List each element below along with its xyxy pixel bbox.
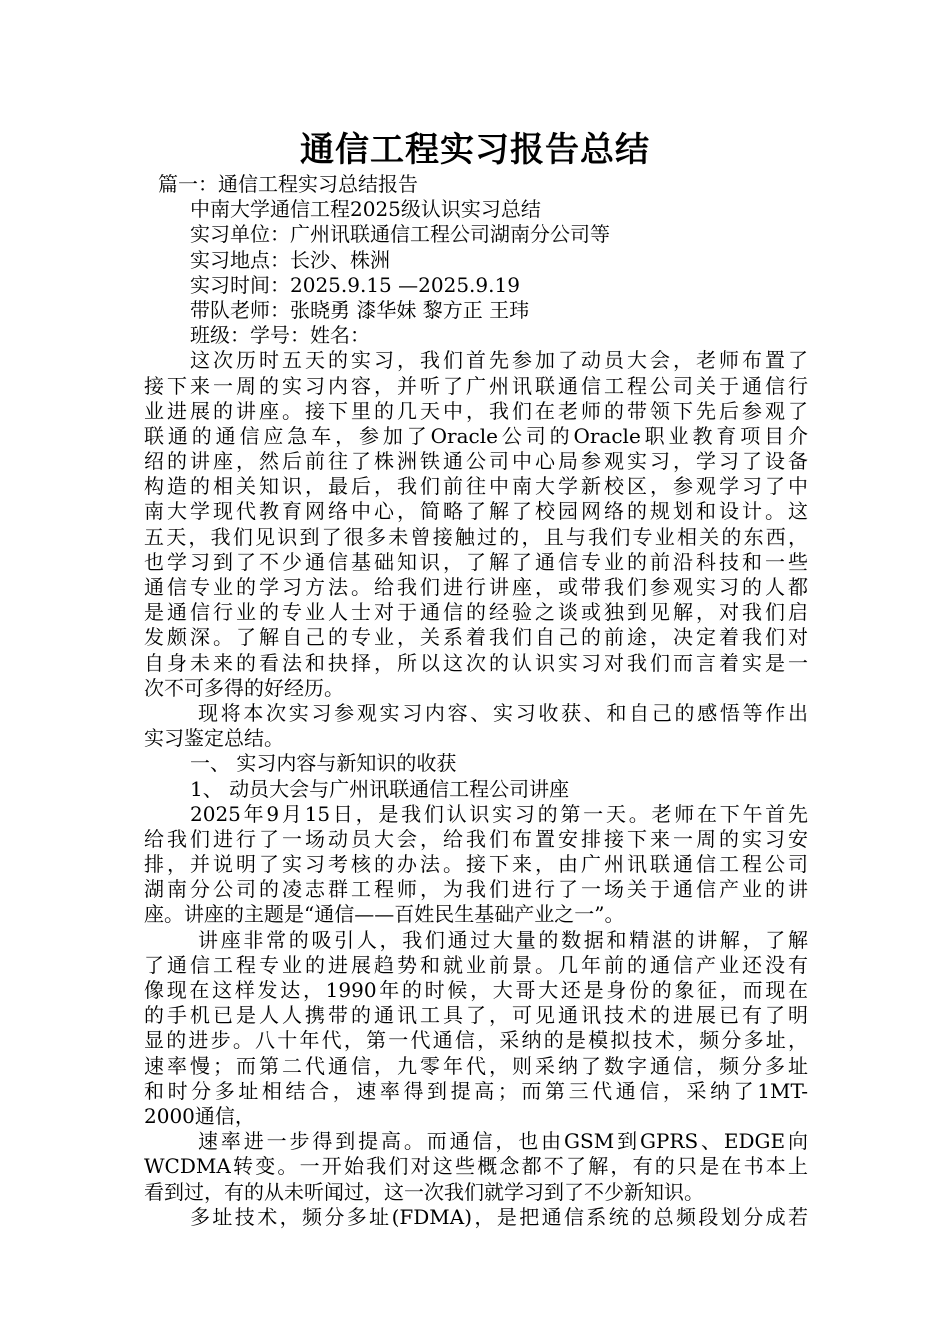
text-line: 实习鉴定总结。 xyxy=(144,726,284,751)
text-line: 业进展的讲座。接下里的几天中，我们在老师的带领下先后参观了 xyxy=(144,398,808,423)
text-line: 自身未来的看法和抉择，所以这次的认识实习对我们而言着实是一 xyxy=(144,650,808,675)
document-title: 通信工程实习报告总结 xyxy=(300,130,650,170)
text-line: 发颇深。了解自己的专业，关系着我们自己的前途，决定着我们对 xyxy=(144,625,808,650)
text-line: 班级：学号：姓名： xyxy=(190,323,370,348)
text-line: 构造的相关知识，最后，我们前往中南大学新校区，参观学习了中 xyxy=(144,474,808,499)
text-line: 像现在这样发达，1990年的时候，大哥大还是身份的象征，而现在 xyxy=(144,978,808,1002)
text-line: 现将本次实习参观实习内容、实习收获、和自己的感悟等作出 xyxy=(198,700,808,725)
text-line: 湖南分公司的凌志群工程师，为我们进行了一场关于通信产业的讲 xyxy=(144,877,808,902)
text-line: 通信专业的学习方法。给我们进行讲座，或带我们参观实习的人都 xyxy=(144,575,808,599)
text-line: 了通信工程专业的进展趋势和就业前景。几年前的通信产业还没有 xyxy=(144,952,808,977)
text-line: 给我们进行了一场动员大会，给我们布置安排接下来一周的实习安 xyxy=(144,826,808,851)
text-line: 接下来一周的实习内容，并听了广州讯联通信工程公司关于通信行 xyxy=(144,373,808,398)
text-line: 绍的讲座，然后前往了株洲铁通公司中心局参观实习，学习了设备 xyxy=(144,449,808,474)
text-line: 多址技术，频分多址(FDMA)，是把通信系统的总频段划分成若 xyxy=(190,1204,808,1229)
text-line: 带队老师：张晓勇 漆华妹 黎方正 王玮 xyxy=(190,297,530,322)
text-line: 五天，我们见识到了很多未曾接触过的，且与我们专业相关的东西， xyxy=(144,524,808,549)
text-line: 实习时间：2025.9.15 —2025.9.19 xyxy=(190,272,520,297)
text-line: 座。讲座的主题是“通信——百姓民生基础产业之一”。 xyxy=(144,902,625,927)
text-line: 看到过，有的从未听闻过，这一次我们就学习到了不少新知识。 xyxy=(144,1179,704,1204)
text-line: 速率进一步得到提高。而通信，也由GSM到GPRS、EDGE向 xyxy=(198,1129,808,1154)
text-line: 篇一：通信工程实习总结报告 xyxy=(158,172,418,196)
text-line: 和时分多址相结合，速率得到提高；而第三代通信，采纳了1MT- xyxy=(144,1078,808,1103)
text-line: 2000通信， xyxy=(144,1103,255,1128)
text-line: 是通信行业的专业人士对于通信的经验之谈或独到见解，对我们启 xyxy=(144,600,808,625)
text-line: 2025年9月15日，是我们认识实习的第一天。老师在下午首先 xyxy=(190,801,808,826)
text-line: 一、 实习内容与新知识的收获 xyxy=(190,751,457,776)
document-body xyxy=(144,172,808,1230)
text-line: 也学习到了不少通信基础知识，了解了通信专业的前沿科技和一些 xyxy=(144,549,808,574)
text-line: 显的进步。八十年代，第一代通信，采纳的是模拟技术，频分多址， xyxy=(144,1028,808,1053)
text-line: WCDMA转变。一开始我们对这些概念都不了解，有的只是在书本上 xyxy=(144,1154,808,1179)
text-line: 实习地点：长沙、株洲 xyxy=(190,247,390,272)
text-line: 这次历时五天的实习，我们首先参加了动员大会，老师布置了 xyxy=(190,348,808,373)
text-line: 讲座非常的吸引人，我们通过大量的数据和精湛的讲解，了解 xyxy=(198,927,808,952)
text-line: 中南大学通信工程2025级认识实习总结 xyxy=(190,197,541,222)
text-line: 南大学现代教育网络中心，简略了解了校园网络的规划和设计。这 xyxy=(144,499,808,524)
text-line: 速率慢；而第二代通信，九零年代，则采纳了数字通信，频分多址 xyxy=(144,1053,808,1078)
text-line: 的手机已是人人携带的通讯工具了，可见通讯技术的进展已有了明 xyxy=(144,1003,808,1028)
text-line: 排，并说明了实习考核的办法。接下来，由广州讯联通信工程公司 xyxy=(144,852,808,877)
text-line: 实习单位：广州讯联通信工程公司湖南分公司等 xyxy=(190,222,610,247)
text-line: 1、 动员大会与广州讯联通信工程公司讲座 xyxy=(190,776,570,801)
text-line: 次不可多得的好经历。 xyxy=(144,675,344,700)
text-line: 联通的通信应急车，参加了Oracle公司的Oracle职业教育项目介 xyxy=(144,423,808,448)
